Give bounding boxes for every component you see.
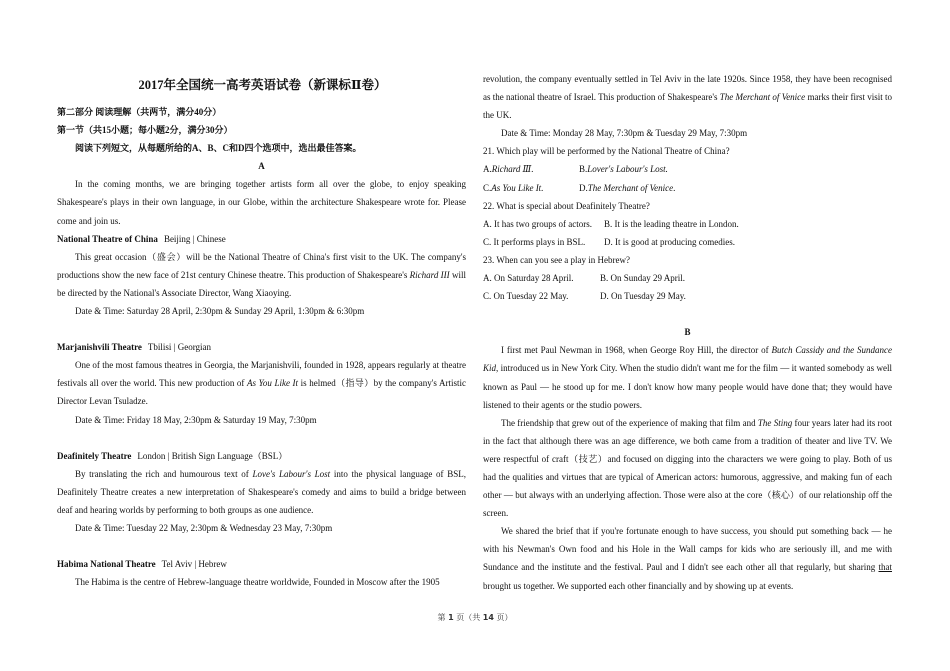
text-run: The friendship that grew out of the experience of making that film and	[501, 417, 758, 428]
play-title: The Merchant of Venice	[719, 92, 806, 103]
theatre-description	[57, 248, 466, 302]
text-run: four years later had its root in the fact that although there was an age difference, we both came from a tradition of theater and live TV. We were respectful of craft（技艺）and focused on digging into the characters we were going to play. Both of us had the qualities and virtues that are typical of American actors: humorous, aggressive, and making fun of each other — but always with an underlying affection. Those were also at the core（核心）of our relationship off the screen.	[483, 417, 892, 519]
passage-a-intro: In the coming months, we are bringing together artists form all over the globe, to enjoy speaking Shakespeare's plays in their own language, in our Globe, within the architecture Shakespeare wrote for. Please come and join us.	[57, 179, 466, 226]
right-column	[483, 70, 892, 595]
option-label: B.	[579, 164, 588, 175]
question-stem: 23. When can you see a play in Hebrew?	[483, 254, 631, 265]
option-label: C.	[483, 182, 492, 193]
theatre-heading	[57, 230, 466, 248]
text-run: By translating the rich and humourous text of	[75, 468, 253, 479]
option-a: A. It has two groups of actors.	[483, 218, 592, 229]
text-run: is helmed（指导）by the company's Artistic Director Levan Tsuladze.	[57, 378, 467, 407]
text-run: into the physical language of BSL, Deafinitely Theatre creates a new interpretation of Shakespeare's comedy and aims to build a bridge between deaf and hearing worlds by performing to both groups as one audience.	[57, 468, 466, 515]
option-row	[483, 215, 892, 233]
text-run: I first met Paul Newman in 1968, when George Roy Hill, the director of	[501, 345, 772, 356]
option-b: B. On Sunday 29 April.	[600, 273, 686, 284]
option-c: C. On Tuesday 22 May.	[483, 291, 569, 302]
page-total: 14	[482, 613, 494, 622]
passage-b-paragraph-3	[483, 522, 892, 594]
option-row	[483, 233, 892, 251]
theatre-location: London | British Sign Language（BSL）	[137, 450, 288, 461]
footer-text: 页）	[496, 613, 513, 622]
option-a	[483, 160, 579, 178]
option-d: D.The Merchant of Venice.	[579, 179, 675, 197]
option-text: As You Like It.	[491, 182, 544, 193]
theatre-location: Beijing | Chinese	[163, 233, 226, 244]
theatre-name: National Theatre of China	[57, 233, 158, 244]
option-a: A. On Saturday 28 April.	[483, 273, 574, 284]
theatre-location: Tbilisi | Georgian	[147, 342, 212, 353]
option-label: A.	[483, 164, 492, 175]
theatre-heading	[57, 338, 466, 356]
passage-a-label: A	[258, 161, 265, 172]
theatre-datetime: Date & Time: Tuesday 22 May, 2:30pm & Wednesday 23 May, 7:30pm	[75, 522, 333, 533]
text-run: , introduced us in New York City. When the studio didn't want me for the film — it wanted somebody as well known as Paul — he stood up for me. I don't know how many people would have done that; they would have listened to their agents or the studio powers.	[483, 363, 892, 410]
option-row	[483, 160, 892, 178]
theatre-name: Marjanishvili Theatre	[57, 342, 142, 353]
page-footer	[0, 612, 950, 623]
theatre-description	[57, 465, 466, 519]
text-run: One of the most famous theatres in Georgia, the Marjanishvili, founded in 1928, appears regularly at theatre festivals all over the world. This new production of	[57, 360, 466, 389]
passage-b-paragraph-1	[483, 341, 892, 413]
play-title: As You Like It	[247, 378, 299, 389]
underlined-word: that	[878, 562, 892, 573]
page-number: 1	[448, 613, 454, 622]
text-run: brought us together. We supported each other financially and by showing up at events.	[483, 580, 794, 591]
theatre-datetime: Date & Time: Monday 28 May, 7:30pm & Tuesday 29 May, 7:30pm	[501, 128, 748, 139]
option-row	[483, 287, 892, 305]
theatre-name: Habima National Theatre	[57, 559, 156, 570]
question-stem: 22. What is special about Deafinitely Theatre?	[483, 200, 650, 211]
option-row	[483, 179, 892, 197]
option-c	[483, 179, 579, 197]
left-column	[57, 77, 466, 591]
page-title: 2017年全国统一高考英语试卷（新课标Ⅱ卷）	[138, 78, 387, 92]
theatre-name: Deafinitely Theatre	[57, 450, 132, 461]
footer-text: 第	[437, 613, 446, 622]
theatre-description	[57, 356, 466, 410]
theatre-heading	[57, 447, 466, 465]
option-d: D. On Tuesday 29 May.	[600, 291, 686, 302]
film-title: Butch Cassidy and the Sundance Kid	[483, 345, 893, 374]
theatre-datetime: Date & Time: Friday 18 May, 2:30pm & Saturday 19 May, 7:30pm	[75, 414, 317, 425]
footer-text: 页（共	[456, 613, 481, 622]
play-title: Richard III	[409, 269, 450, 280]
play-title: Love's Labour's Lost	[252, 468, 331, 479]
question-stem: 21. Which play will be performed by the National Theatre of China?	[483, 146, 730, 157]
option-label: D.	[579, 182, 588, 193]
theatre-datetime: Date & Time: Saturday 28 April, 2:30pm & Sunday 29 April, 1:30pm & 6:30pm	[75, 306, 365, 317]
option-b: B. It is the leading theatre in London.	[604, 218, 739, 229]
theatre-description: The Habima is the centre of Hebrew-language theatre worldwide, Founded in Moscow after the 1905	[75, 577, 440, 588]
passage-b-paragraph-2	[483, 414, 892, 523]
option-c: C. It performs plays in BSL.	[483, 236, 586, 247]
text-run: revolution, the company eventually settled in Tel Aviv in the late 1920s. Since 1958, they have been recognised as the national theatre of Israel. This production of Shakespeare's	[483, 74, 892, 103]
film-title: The Sting	[757, 417, 793, 428]
option-text: Lover's Labour's Lost.	[587, 164, 668, 175]
option-row	[483, 269, 892, 287]
theatre-location: Tel Aviv | Hebrew	[161, 559, 227, 570]
text-run: We shared the brief that if you're fortunate enough to have success, you should put something back — he with his Newman's Own food and his Hole in the Wall camps for kids who are seriously ill, and me with Sundance and the institute and the festival. Paul and I didn't see each other all that regularly, but sharing	[483, 526, 892, 573]
text-run: This great occasion（盛会）will be the National Theatre of China's first visit to the UK. The company's productions show the new face of 21st century Chinese theatre. This production of Shakespeare's	[57, 251, 466, 280]
text-run: will be directed by the National's Associate Director, Wang Xiaoying.	[57, 269, 466, 298]
section-heading: 第一节（共15小题；每小题2分，满分30分）	[57, 125, 233, 136]
instruction: 阅读下列短文，从每题所给的A、B、C和D四个选项中，选出最佳答案。	[75, 143, 362, 154]
option-b	[579, 160, 668, 178]
option-text: The Merchant of Venice	[587, 182, 674, 193]
option-d: D. It is good at producing comedies.	[604, 236, 735, 247]
theatre-heading	[57, 555, 466, 573]
passage-b-label: B	[684, 327, 691, 338]
part-heading: 第二部分 阅读理解（共两节，满分40分）	[57, 107, 222, 117]
habima-continued	[483, 70, 892, 124]
option-text: Richard Ⅲ.	[491, 164, 534, 175]
text-run: marks their first visit to the UK.	[483, 92, 892, 121]
